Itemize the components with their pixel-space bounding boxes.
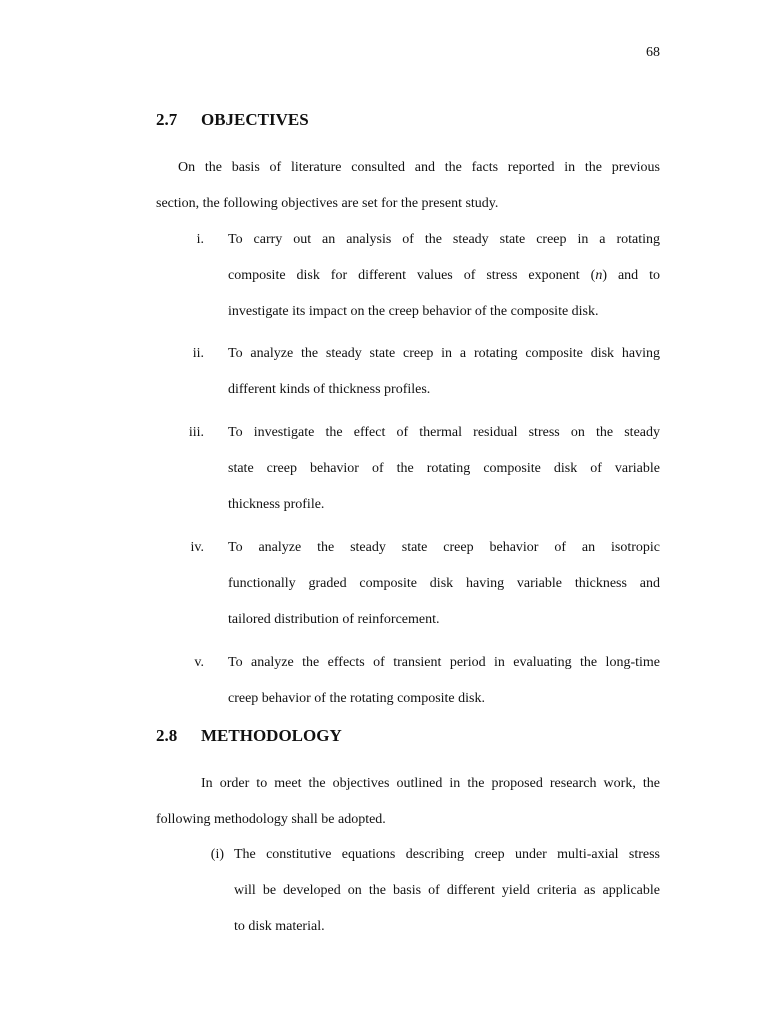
list-item-body xyxy=(228,530,660,638)
list-item-line: creep behavior of the rotating composite disk. xyxy=(228,691,485,706)
list-marker: i. xyxy=(196,232,204,247)
list-marker: iii. xyxy=(188,425,204,440)
list-item-line: state creep behavior of the rotating composite disk of variable xyxy=(228,461,660,476)
list-item-body xyxy=(234,837,660,945)
list-item-line: To investigate the effect of thermal residual stress on the steady xyxy=(228,425,660,440)
list-item-line: To analyze the effects of transient period in evaluating the long-time xyxy=(228,655,660,670)
objectives-intro-paragraph xyxy=(156,150,660,222)
paragraph-line: In order to meet the objectives outlined in the proposed research work, the xyxy=(201,776,660,791)
list-marker: ii. xyxy=(192,346,204,361)
list-item-body xyxy=(228,222,660,330)
methodology-intro-paragraph xyxy=(156,766,660,838)
list-item-line: to disk material. xyxy=(234,919,325,934)
paragraph-line: following methodology shall be adopted. xyxy=(156,812,386,827)
list-item-line: different kinds of thickness profiles. xyxy=(228,382,431,397)
paragraph-line: On the basis of literature consulted and the facts reported in the previous xyxy=(178,160,660,175)
list-marker: iv. xyxy=(190,540,204,555)
section-heading-objectives xyxy=(156,110,309,130)
section-heading-methodology xyxy=(156,726,342,746)
section-title: OBJECTIVES xyxy=(201,110,309,129)
list-item-body xyxy=(228,415,660,523)
page-number: 68 xyxy=(646,45,660,60)
list-item-line: will be developed on the basis of different yield criteria as applicable xyxy=(234,883,660,898)
list-item-line: investigate its impact on the creep behavior of the composite disk. xyxy=(228,304,599,319)
list-item-line: To analyze the steady state creep behavior of an isotropic xyxy=(228,540,660,555)
list-item-line: To analyze the steady state creep in a rotating composite disk having xyxy=(228,346,660,361)
section-title: METHODOLOGY xyxy=(201,726,342,745)
list-marker: v. xyxy=(194,655,204,670)
list-item-body xyxy=(228,336,660,408)
list-item-line: functionally graded composite disk having variable thickness and xyxy=(228,576,660,591)
section-number: 2.7 xyxy=(156,110,178,129)
paragraph-line: section, the following objectives are set for the present study. xyxy=(156,196,499,211)
list-item-line: thickness profile. xyxy=(228,497,325,512)
list-item-body xyxy=(228,645,660,717)
list-item-line: composite disk for different values of stress exponent (n) and to xyxy=(228,268,661,283)
section-number: 2.8 xyxy=(156,726,178,745)
list-marker: (i) xyxy=(210,847,224,862)
list-item-line: The constitutive equations describing creep under multi-axial stress xyxy=(234,847,660,862)
list-item-line: tailored distribution of reinforcement. xyxy=(228,612,440,627)
list-item-line: To carry out an analysis of the steady state creep in a rotating xyxy=(228,232,660,247)
